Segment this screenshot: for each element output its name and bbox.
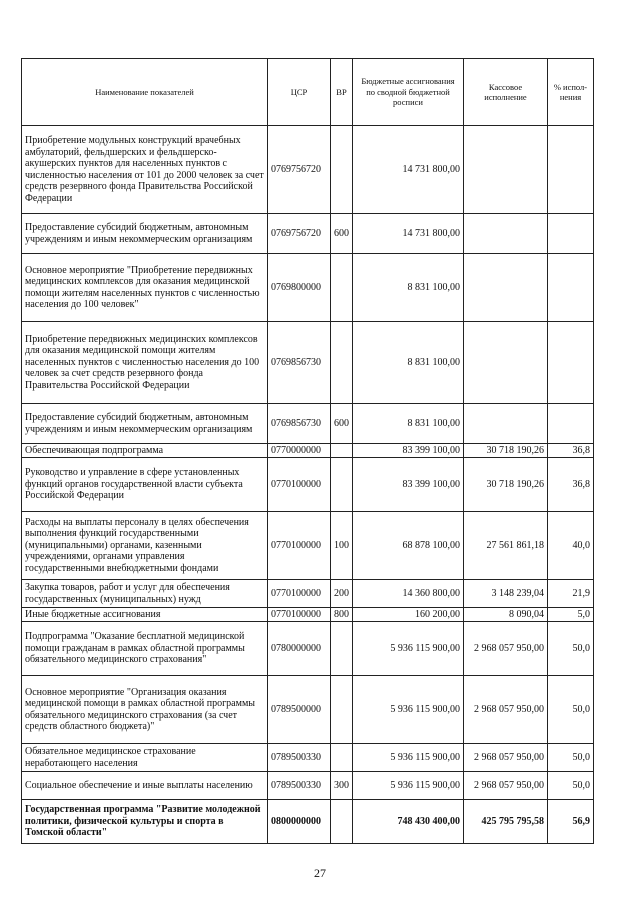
header-name: Наименование показателей (22, 59, 268, 126)
row-percent: 36,8 (548, 444, 594, 458)
table-row (22, 512, 594, 580)
row-budget-amount: 14 731 800,00 (353, 214, 464, 254)
row-csr-code: 0770100000 (268, 458, 331, 512)
row-percent: 5,0 (548, 608, 594, 622)
row-csr-code: 0770100000 (268, 608, 331, 622)
table-row (22, 622, 594, 676)
row-csr-code: 0770100000 (268, 580, 331, 608)
table-row (22, 404, 594, 444)
row-name: Приобретение модульных конструкций врачебных амбулаторий, фельдшерских и фельдшерско-акушерских пунктов для населенных пунктов с численностью населения от 101 до 2000 человек за счет средств резервного фонда Правительства Российской Федерации (22, 126, 268, 214)
row-budget-amount: 83 399 100,00 (353, 458, 464, 512)
row-budget-amount: 5 936 115 900,00 (353, 676, 464, 744)
row-budget-amount: 5 936 115 900,00 (353, 772, 464, 800)
row-vr-code (331, 126, 353, 214)
table-row (22, 214, 594, 254)
row-vr-code (331, 744, 353, 772)
row-budget-amount: 14 360 800,00 (353, 580, 464, 608)
row-csr-code: 0769756720 (268, 214, 331, 254)
row-vr-code: 600 (331, 404, 353, 444)
row-cash-amount (464, 322, 548, 404)
table-row (22, 772, 594, 800)
row-vr-code (331, 676, 353, 744)
row-percent: 50,0 (548, 622, 594, 676)
row-vr-code (331, 622, 353, 676)
row-percent: 50,0 (548, 744, 594, 772)
row-budget-amount: 5 936 115 900,00 (353, 622, 464, 676)
row-name: Предоставление субсидий бюджетным, автономным учреждениям и иным некоммерческим организациям (22, 404, 268, 444)
table-row (22, 676, 594, 744)
row-vr-code: 600 (331, 214, 353, 254)
row-percent: 50,0 (548, 772, 594, 800)
row-csr-code: 0769756720 (268, 126, 331, 214)
table-row (22, 444, 594, 458)
row-percent (548, 404, 594, 444)
row-percent (548, 214, 594, 254)
row-csr-code: 0789500330 (268, 744, 331, 772)
header-budget: Бюджетные ассигнования по сводной бюджетной росписи (353, 59, 464, 126)
row-cash-amount (464, 404, 548, 444)
row-name: Государственная программа "Развитие молодежной политики, физической культуры и спорта в Томской области" (22, 800, 268, 844)
row-csr-code: 0770100000 (268, 512, 331, 580)
table-row (22, 458, 594, 512)
row-budget-amount: 8 831 100,00 (353, 322, 464, 404)
row-csr-code: 0769800000 (268, 254, 331, 322)
row-budget-amount: 8 831 100,00 (353, 404, 464, 444)
row-name: Обязательное медицинское страхование неработающего населения (22, 744, 268, 772)
row-vr-code: 300 (331, 772, 353, 800)
row-name: Предоставление субсидий бюджетным, автономным учреждениям и иным некоммерческим организациям (22, 214, 268, 254)
budget-execution-table (21, 58, 594, 844)
row-csr-code: 0769856730 (268, 322, 331, 404)
table-row (22, 580, 594, 608)
table-row (22, 322, 594, 404)
row-csr-code: 0769856730 (268, 404, 331, 444)
row-vr-code (331, 458, 353, 512)
row-cash-amount: 27 561 861,18 (464, 512, 548, 580)
table-header-row (22, 59, 594, 126)
row-cash-amount: 30 718 190,26 (464, 444, 548, 458)
row-cash-amount (464, 214, 548, 254)
row-percent (548, 322, 594, 404)
row-budget-amount: 14 731 800,00 (353, 126, 464, 214)
row-percent: 21,9 (548, 580, 594, 608)
row-percent: 50,0 (548, 676, 594, 744)
row-name: Приобретение передвижных медицинских комплексов для оказания медицинской помощи жителям населенных пунктов с численностью населения до 100 человек за счет средств резервного фонда Правительства Российской Федерации (22, 322, 268, 404)
row-percent (548, 254, 594, 322)
row-budget-amount: 748 430 400,00 (353, 800, 464, 844)
row-name: Иные бюджетные ассигнования (22, 608, 268, 622)
row-name: Основное мероприятие "Организация оказания медицинской помощи в рамках областной программы обязательного медицинского страхования (за счет средств областного бюджета)" (22, 676, 268, 744)
header-csr: ЦСР (268, 59, 331, 126)
row-percent: 36,8 (548, 458, 594, 512)
row-vr-code (331, 444, 353, 458)
row-budget-amount: 68 878 100,00 (353, 512, 464, 580)
header-vr: ВР (331, 59, 353, 126)
row-percent: 40,0 (548, 512, 594, 580)
row-vr-code (331, 322, 353, 404)
row-vr-code (331, 800, 353, 844)
row-budget-amount: 83 399 100,00 (353, 444, 464, 458)
row-percent: 56,9 (548, 800, 594, 844)
row-budget-amount: 160 200,00 (353, 608, 464, 622)
table-row (22, 800, 594, 844)
row-name: Основное мероприятие "Приобретение передвижных медицинских комплексов для оказания медицинской помощи жителям населенных пунктов с численностью населения до 100 человек" (22, 254, 268, 322)
header-cash: Кассовое исполнение (464, 59, 548, 126)
row-cash-amount: 2 968 057 950,00 (464, 676, 548, 744)
table-row (22, 744, 594, 772)
row-cash-amount: 8 090,04 (464, 608, 548, 622)
row-csr-code: 0789500000 (268, 676, 331, 744)
page-number: 27 (314, 866, 326, 880)
row-budget-amount: 8 831 100,00 (353, 254, 464, 322)
header-percent: % испол-нения (548, 59, 594, 126)
row-name: Подпрограмма "Оказание бесплатной медицинской помощи гражданам в рамках областной программы обязательного медицинского страхования" (22, 622, 268, 676)
row-csr-code: 0800000000 (268, 800, 331, 844)
row-percent (548, 126, 594, 214)
table-body (22, 126, 594, 844)
row-cash-amount: 30 718 190,26 (464, 458, 548, 512)
row-name: Социальное обеспечение и иные выплаты населению (22, 772, 268, 800)
table-row (22, 126, 594, 214)
row-vr-code (331, 254, 353, 322)
row-cash-amount (464, 254, 548, 322)
row-cash-amount: 425 795 795,58 (464, 800, 548, 844)
row-csr-code: 0770000000 (268, 444, 331, 458)
row-vr-code: 800 (331, 608, 353, 622)
row-name: Руководство и управление в сфере установленных функций органов государственной власти субъекта Российской Федерации (22, 458, 268, 512)
row-vr-code: 100 (331, 512, 353, 580)
row-name: Закупка товаров, работ и услуг для обеспечения государственных (муниципальных) нужд (22, 580, 268, 608)
row-name: Обеспечивающая подпрограмма (22, 444, 268, 458)
table-row (22, 254, 594, 322)
row-cash-amount (464, 126, 548, 214)
row-cash-amount: 3 148 239,04 (464, 580, 548, 608)
table-row (22, 608, 594, 622)
row-budget-amount: 5 936 115 900,00 (353, 744, 464, 772)
row-cash-amount: 2 968 057 950,00 (464, 622, 548, 676)
row-cash-amount: 2 968 057 950,00 (464, 744, 548, 772)
row-vr-code: 200 (331, 580, 353, 608)
row-name: Расходы на выплаты персоналу в целях обеспечения выполнения функций государственными (муниципальными) органами, казенными учреждениями, органами управления государственными внебюджетными фондами (22, 512, 268, 580)
row-cash-amount: 2 968 057 950,00 (464, 772, 548, 800)
row-csr-code: 0780000000 (268, 622, 331, 676)
row-csr-code: 0789500330 (268, 772, 331, 800)
